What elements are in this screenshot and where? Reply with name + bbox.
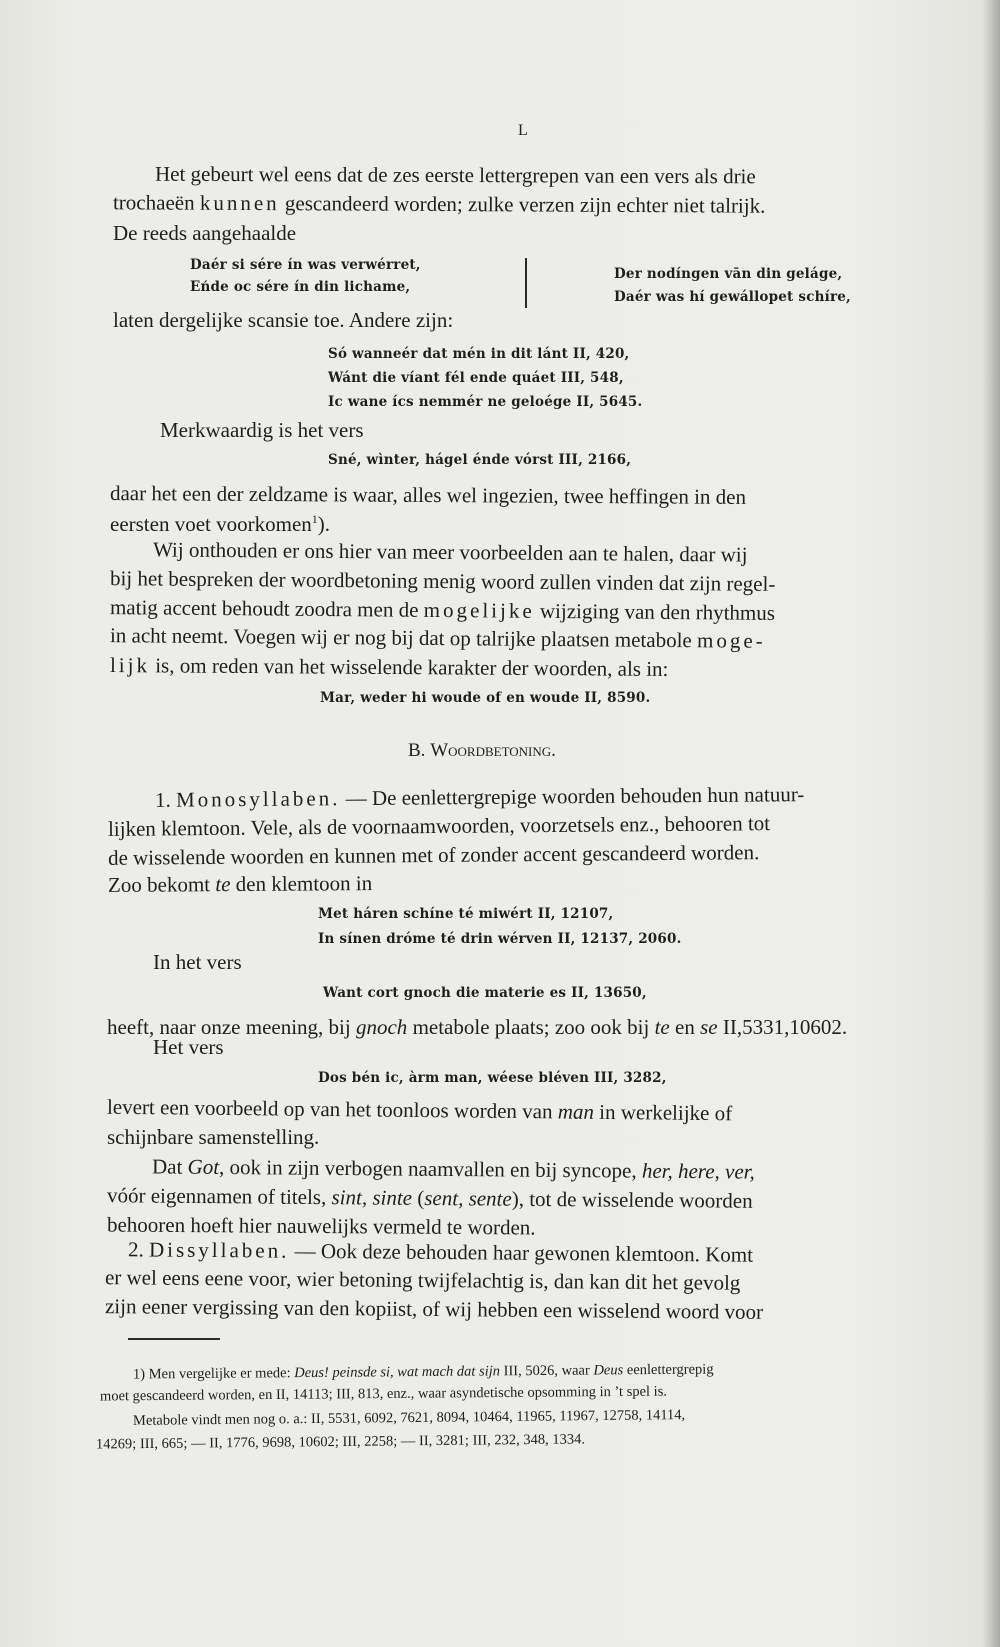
- text-span: vóór eigennamen of titels,: [106, 1183, 332, 1210]
- text-span: Dat: [151, 1154, 188, 1179]
- text-span: , ook in zijn verbogen naamvallen en bij syncope,: [218, 1154, 642, 1183]
- text-span: III, 5026, waar: [499, 1362, 594, 1380]
- italic-term: man: [557, 1099, 595, 1124]
- text-line: de wisselende woorden en kunnen met of zonder accent gescandeerd worden.: [107, 840, 760, 870]
- italic-term: te: [215, 872, 231, 897]
- italic-term: Got: [187, 1154, 220, 1179]
- emphasis-spaced: lijk: [109, 653, 151, 678]
- text-span: eenlettergrepig: [623, 1361, 714, 1379]
- text-line: [108, 871, 372, 898]
- text-span: heeft, naar onze meening, bij: [107, 1015, 356, 1039]
- text-span: in werkelijke of: [593, 1099, 733, 1126]
- text-line: [110, 653, 669, 682]
- verse-column-divider: [525, 258, 527, 308]
- text-span: trochaeën: [112, 190, 200, 215]
- text-span: (: [411, 1185, 425, 1210]
- italic-term: Deus: [593, 1362, 624, 1379]
- text-span: en: [669, 1015, 701, 1039]
- text-span: eersten voet voorkomen: [110, 512, 312, 536]
- text-line: Merkwaardig is het vers: [160, 418, 364, 442]
- verse-line: Mar, weder hi woude of en woude II, 8590.: [320, 690, 651, 706]
- text-span: 1) Men vergelijke er mede:: [132, 1365, 295, 1383]
- text-line: er wel eens eene voor, wier betoning twijfelachtig is, dan kan dit het gevolg: [104, 1265, 741, 1295]
- footnote-marker: 1: [311, 512, 318, 526]
- page-number: L: [518, 122, 528, 139]
- section-heading: [408, 740, 556, 762]
- footnote-separator: [128, 1338, 220, 1340]
- text-line: [107, 1183, 753, 1214]
- text-span: Zoo bekomt: [107, 872, 216, 897]
- text-line: Het vers: [153, 1035, 224, 1059]
- page-edge-shadow: [982, 0, 1000, 1647]
- verse-line: Sné, wìnter, hágel énde vórst III, 2166,: [328, 452, 632, 468]
- text-line: [155, 782, 805, 813]
- text-line: zijn eener vergissing van den kopiist, of wij hebben een wisselend woord voor: [104, 1294, 764, 1324]
- italic-term: gnoch: [355, 1015, 408, 1039]
- text-span: 2.: [127, 1237, 150, 1262]
- text-line: De reeds aangehaalde: [113, 221, 297, 245]
- text-line: laten dergelijke scansie toe. Andere zijn:: [113, 308, 454, 332]
- section-title: Woordbetoning.: [430, 740, 556, 761]
- emphasis-spaced: Monosyllaben.: [175, 786, 341, 812]
- emphasis-spaced: Dissyllaben.: [148, 1237, 290, 1263]
- footnote-line: Metabole vindt men nog o. a.: II, 5531, 6092, 7621, 8094, 10464, 11965, 11967, 12758, 14114,: [132, 1407, 686, 1429]
- text-span: in acht neemt. Voegen wij er nog bij dat op talrijke plaatsen metabole: [109, 623, 698, 653]
- text-line: [128, 1237, 753, 1267]
- text-line: bij het bespreken der woordbetoning menig woord zullen vinden dat zijn regel-: [109, 566, 776, 596]
- text-line: Wij onthouden er ons hier van meer voorbeelden aan te halen, daar wij: [152, 537, 748, 567]
- emphasis-spaced: moge-: [696, 628, 766, 653]
- text-span: wijziging van den rhythmus: [534, 598, 776, 625]
- italic-term: Deus! peinsde si, wat mach dat sijn: [294, 1363, 501, 1382]
- text-span: metabole plaats; zoo ook bij: [407, 1015, 655, 1039]
- text-line: [107, 1095, 732, 1127]
- text-line: [152, 1154, 755, 1184]
- text-line: [113, 190, 766, 218]
- text-span: matig accent behoudt zoodra men de: [109, 595, 424, 622]
- verse-line: Daér was hí gewállopet schíre,: [614, 289, 851, 305]
- italic-term: sent, sente: [424, 1185, 512, 1211]
- text-span: 1.: [154, 787, 177, 812]
- text-span: is, om reden van het wisselende karakter der woorden, als in:: [149, 653, 669, 681]
- verse-line: Der nodíngen vān din geláge,: [614, 266, 843, 282]
- text-line: In het vers: [153, 950, 242, 974]
- italic-term: se: [700, 1015, 718, 1039]
- footnote-line: 14269; III, 665; — II, 1776, 9698, 10602; III, 2258; — II, 3281; III, 232, 348, 1334.: [95, 1431, 585, 1453]
- verse-line: Dos bén ic, àrm man, wéese bléven III, 3282,: [318, 1070, 667, 1086]
- italic-term: te: [654, 1015, 670, 1039]
- italic-term: her, here, ver,: [641, 1158, 755, 1184]
- text-span: — Ook deze behouden haar gewonen klemtoon. Komt: [289, 1238, 754, 1267]
- text-span: — De eenlettergrepige woorden behouden hun natuur-: [340, 782, 805, 811]
- section-letter: B.: [408, 740, 431, 761]
- footnote-line: moet gescandeerd worden, en II, 14113; III, 813, enz., waar asyndetische opsomming in ’t spel is.: [99, 1383, 668, 1405]
- verse-line: Met háren schíne té miwért II, 12107,: [318, 906, 614, 922]
- text-line: [110, 595, 775, 626]
- emphasis-spaced: mogelijke: [423, 597, 535, 623]
- verse-line: Ic wane ícs nemmér ne geloége II, 5645.: [328, 394, 643, 410]
- italic-term: sint, sinte: [331, 1185, 413, 1210]
- verse-line: Daér si sére ín was verwérret,: [190, 257, 421, 273]
- emphasis-spaced: kunnen: [199, 190, 280, 216]
- text-line: daar het een der zeldzame is waar, alles wel ingezien, twee heffingen in den: [109, 481, 747, 509]
- text-line: schijnbare samenstelling.: [107, 1125, 320, 1149]
- footnote-line: [133, 1361, 714, 1383]
- text-span: ), tot de wisselende woorden: [511, 1186, 753, 1213]
- verse-line: Want cort gnoch die materie es II, 13650,: [323, 985, 647, 1001]
- text-span: den klemtoon in: [230, 871, 373, 897]
- verse-line: Eńde oc sére ín din lichame,: [190, 279, 411, 295]
- text-line: lijken klemtoon. Vele, als de voornaamwoorden, voorzetsels enz., behooren tot: [107, 811, 771, 841]
- text-span: II,5331,10602.: [717, 1015, 848, 1039]
- verse-line: Wánt die víant fél ende quáet III, 548,: [328, 370, 624, 386]
- text-line: [110, 623, 766, 654]
- text-span: ).: [317, 512, 331, 536]
- text-line: [110, 512, 330, 537]
- text-line: Het gebeurt wel eens dat de zes eerste lettergrepen van een vers als drie: [154, 161, 756, 189]
- text-span: levert een voorbeeld op van het toonloos worden van: [106, 1094, 558, 1124]
- text-line: behooren hoeft hier nauwelijks vermeld te worden.: [106, 1212, 536, 1240]
- text-span: gescandeerd worden; zulke verzen zijn echter niet talrijk.: [279, 191, 766, 218]
- verse-line: In sínen dróme té drin wérven II, 12137, 2060.: [318, 931, 682, 947]
- verse-line: Só wanneér dat mén in dit lánt II, 420,: [328, 346, 630, 362]
